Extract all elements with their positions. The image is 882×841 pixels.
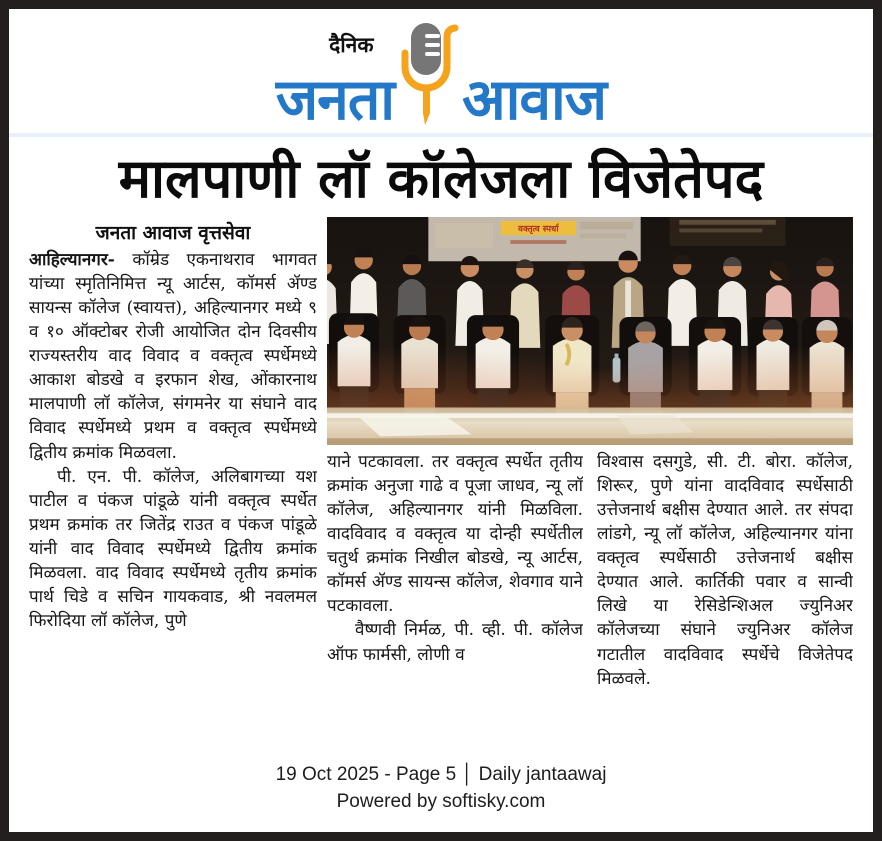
article-paragraph <box>29 248 317 465</box>
article-column-1 <box>29 217 317 759</box>
masthead-tagline: दैनिक <box>329 33 374 57</box>
article-paragraph: पी. एन. पी. कॉलेज, अलिबागच्या यश पाटील व पंकज पांडूळे यांनी वक्तृत्व स्पर्धेत प्रथम क्रमांक तर जितेंद्र राउत व पंकज पांडूळे यांनी वाद विवाद स्पर्धेमध्ये द्वितीय क्रमांक मिळवला. वाद विवाद स्पर्धेमध्ये तृतीय क्रमांक पार्थ चिडे व सचिन गायकवाड, श्री नवलमल फिरोदिया लॉ कॉलेज, पुणे <box>29 466 317 632</box>
article-column-3 <box>597 450 853 759</box>
masthead-divider <box>9 133 873 137</box>
article-headline: मालपाणी लॉ कॉलेजला विजेतेपद <box>118 147 764 210</box>
article-right-zone <box>327 217 853 759</box>
article-column-2 <box>327 450 583 759</box>
byline: जनता आवाज वृत्तसेवा <box>95 221 251 244</box>
masthead-title-left: जनता <box>275 66 395 133</box>
footer-powered-by: Powered by softisky.com <box>336 791 546 812</box>
photo-banner <box>501 220 576 243</box>
footer-date-page: 19 Oct 2025 - Page 5 │ Daily jantaawaj <box>275 764 607 785</box>
microphone-icon <box>397 23 459 127</box>
masthead-title-right: आवाज <box>462 66 607 133</box>
masthead <box>9 9 873 133</box>
paragraph-text: कॉम्रेड एकनाथराव भागवत यांच्या स्मृतिनिमित्त न्यू आर्टस, कॉमर्स ॲण्ड सायन्स कॉलेज (स्वायत्त), अहिल्यानगर मध्ये ९ व १० ऑक्टोबर रोजी आयोजित दोन दिवसीय राज्यस्तरीय वाद विवाद व वक्तृत्व स्पर्धेमध्ये आकाश बोडखे व इरफान शेख, ओंकारनाथ मालपाणी लॉ कॉलेज, संगमनेर या संघाने वाद विवाद स्पर्धेमध्ये प्रथम व वक्तृत्व स्पर्धेमध्ये द्वितीय क्रमांक मिळवला. <box>29 249 317 463</box>
photo-banner-text: वक्तृत्व स्पर्धा <box>518 223 559 234</box>
group-photo <box>327 217 853 445</box>
page-footer <box>9 758 873 832</box>
article-paragraph: वैष्णवी निर्मळ, पी. व्ही. पी. कॉलेज ऑफ फार्मसी, लोणी व <box>327 620 583 665</box>
glass-table <box>327 407 853 445</box>
article-paragraph: विश्वास दसगुडे, सी. टी. बोरा. कॉलेज, शिरूर, पुणे यांना वादविवाद स्पर्धेसाठी उत्तेजनार्थ बक्षीस देण्यात आले. तर संपदा लांडगे, न्यू लॉ कॉलेज, अहिल्यानगर यांना वक्तृत्व स्पर्धेसाठी उत्तेजनार्थ बक्षीस देण्यात आले. कार्तिकी पवार व सान्वी लिखे या रेसिडेन्शिअल ज्युनिअर कॉलेजच्या संघाने ज्युनिअर कॉलेज गटातील वादविवाद स्पर्धेचे विजेतेपद मिळवले. <box>597 451 853 689</box>
article-body <box>9 215 873 759</box>
article-lower-columns <box>327 450 853 759</box>
dateline: आहिल्यानगर- <box>29 249 115 270</box>
article-paragraph: याने पटकावला. तर वक्तृत्व स्पर्धेत तृतीय क्रमांक अनुजा गाढे व पूजा जाधव, न्यू लॉ कॉलेज, अहिल्यानगर यांनी मिळविला. वादविवाद व वक्तृत्व या दोन्ही स्पर्धेतील चतुर्थ क्रमांक निखील बोडखे, न्यू आर्टस, कॉमर्स ॲण्ड सायन्स कॉलेज, शेवगाव याने पटकावला. <box>327 451 583 617</box>
